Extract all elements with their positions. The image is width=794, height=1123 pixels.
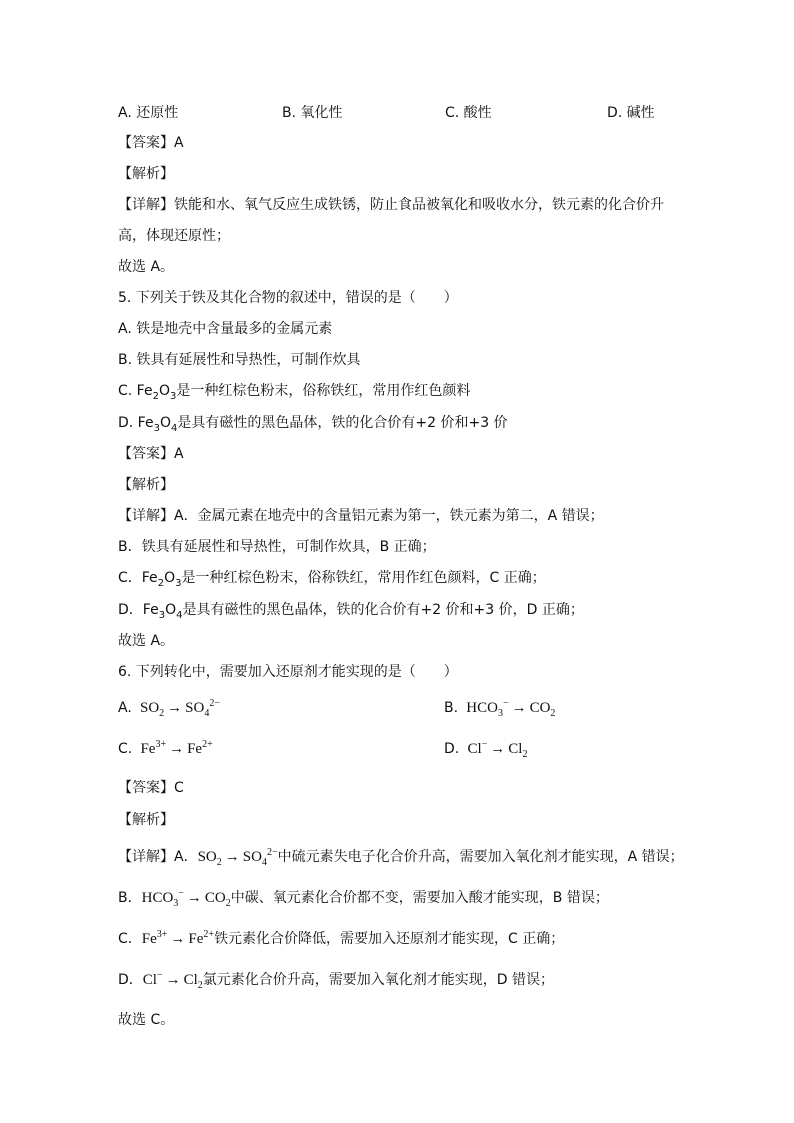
arrow-icon: → [490, 741, 506, 757]
option-label: C. [118, 741, 133, 757]
subscript: 2 [157, 577, 165, 589]
q4-analysis: 【解析】 [118, 166, 174, 182]
co-symbol: CO [204, 890, 226, 906]
subscript: 2 [159, 708, 165, 719]
detail-text: 是一种红棕色粉末，俗称铁红，常用作红色颜料，C 正确； [181, 570, 546, 586]
option-label: B. [444, 700, 459, 716]
fe-symbol: Fe [140, 741, 156, 757]
charge: 2+ [202, 739, 213, 750]
o-symbol: O [159, 415, 171, 431]
cl-symbol: Cl [467, 741, 482, 757]
q6-detail-d [118, 970, 554, 990]
charge: − [502, 698, 509, 709]
charge: − [481, 739, 488, 750]
so-symbol: SO [139, 700, 160, 716]
arrow-icon: → [170, 931, 186, 947]
subscript: 3 [158, 609, 166, 621]
q5-option-c [118, 381, 470, 401]
formula-so2-to-so4 [136, 698, 220, 719]
formula-so2-to-so4 [197, 847, 278, 868]
detail-prefix: C． [118, 931, 142, 947]
q6-option-b [444, 700, 555, 717]
q6-stem: 6. 下列转化中，需要加入还原剂才能实现的是（ ） [118, 664, 458, 680]
q6-detail-a [118, 847, 684, 867]
o-symbol: O [158, 383, 170, 399]
charge: 3+ [155, 739, 167, 750]
detail-prefix: B． [118, 890, 142, 906]
subscript: 4 [261, 857, 267, 868]
subscript: 3 [169, 390, 177, 402]
arrow-icon: → [167, 700, 183, 716]
fe-symbol: D. Fe [118, 415, 154, 431]
subscript: 2 [225, 898, 231, 909]
detail-text: 中硫元素失电子化合价升高，需要加入氧化剂才能实现，A 错误； [277, 849, 684, 865]
detail-prefix: 【详解】A． [118, 849, 198, 865]
detail-text: 氯元素化合价升高，需要加入氧化剂才能实现，D 错误； [202, 972, 555, 988]
hco-symbol: HCO [466, 700, 498, 716]
detail-text: 铁元素化合价降低，需要加入还原剂才能实现，C 正确； [214, 931, 565, 947]
q5-analysis: 【解析】 [118, 477, 174, 493]
co-symbol: CO [529, 700, 551, 716]
q6-answer: 【答案】C [118, 780, 184, 796]
q5-option-a: A. 铁是地壳中含量最多的金属元素 [118, 321, 333, 337]
subscript: 3 [173, 898, 179, 909]
q4-detail-line1: 【详解】铁能和水、氧气反应生成铁锈，防止食品被氧化和吸收水分，铁元素的化合价升 [118, 197, 664, 213]
formula-fe3-to-fe2 [137, 741, 213, 757]
q6-conclusion: 故选 C。 [118, 1012, 175, 1028]
charge: 2+ [203, 929, 215, 940]
so-symbol: SO [242, 849, 262, 865]
q6-options-row1 [118, 700, 678, 720]
detail-text: 中碳、氧元素化合价都不变，需要加入酸才能实现，B 错误； [230, 890, 609, 906]
q5-detail-b: B．铁具有延展性和导热性，可制作炊具，B 正确； [118, 539, 436, 555]
q6-detail-b [118, 888, 609, 908]
arrow-icon: → [165, 972, 181, 988]
subscript: 4 [204, 708, 210, 719]
subscript: 4 [171, 422, 178, 434]
arrow-icon: → [224, 849, 240, 865]
q4-answer: 【答案】A [118, 135, 184, 151]
formula-cl-to-cl2 [142, 970, 203, 991]
charge: 2− [266, 847, 278, 858]
formula-fe3-to-fe2 [142, 931, 214, 947]
formula-hco3-to-co2 [463, 698, 556, 719]
subscript: 2 [197, 980, 203, 991]
q5-stem: 5. 下列关于铁及其化合物的叙述中，错误的是（ ） [118, 290, 458, 306]
arrow-icon: → [186, 890, 202, 906]
q4-option-d: D. 碱性 [607, 105, 655, 121]
q4-option-b: B. 氧化性 [282, 105, 343, 121]
subscript: 3 [175, 577, 182, 589]
cl-symbol: Cl [142, 972, 157, 988]
option-label: A. [118, 700, 132, 716]
option-text: 是一种红棕色粉末，俗称铁红，常用作红色颜料 [176, 383, 471, 399]
fe-symbol: C．Fe [118, 570, 158, 586]
subscript: 2 [216, 857, 222, 868]
charge: − [156, 970, 163, 981]
fe-symbol: Fe [188, 931, 204, 947]
q6-option-a [118, 700, 220, 717]
q5-detail-d [118, 600, 584, 620]
cl-symbol: Cl [508, 741, 523, 757]
q6-option-c [118, 741, 213, 758]
charge: 3+ [156, 929, 168, 940]
fe-symbol: Fe [141, 931, 157, 947]
subscript: 2 [550, 708, 556, 719]
o-symbol: O [165, 602, 177, 618]
q4-option-c: C. 酸性 [445, 105, 492, 121]
fe-symbol: C. Fe [118, 383, 153, 399]
charge: − [178, 888, 184, 899]
detail-text: 是具有磁性的黑色晶体，铁的化合价有+2 价和+3 价，D 正确； [182, 602, 584, 618]
q4-option-a: A. 还原性 [118, 105, 179, 121]
q4-detail-line2: 高，体现还原性； [118, 228, 230, 244]
q6-analysis: 【解析】 [118, 812, 174, 828]
q5-option-d [118, 413, 508, 433]
hco-symbol: HCO [141, 890, 174, 906]
option-label: D. [444, 741, 460, 757]
q5-option-b: B. 铁具有延展性和导热性，可制作炊具 [118, 352, 361, 368]
subscript: 3 [153, 422, 160, 434]
q6-detail-c [118, 929, 564, 949]
q5-conclusion: 故选 A。 [118, 633, 175, 649]
cl-symbol: Cl [183, 972, 198, 988]
subscript: 2 [522, 749, 528, 760]
arrow-icon: → [169, 741, 185, 757]
q4-options [118, 102, 678, 122]
option-text: 是具有磁性的黑色晶体，铁的化合价有+2 价和+3 价 [177, 415, 508, 431]
subscript: 2 [152, 390, 159, 402]
q6-options-row2 [118, 741, 678, 761]
fe-symbol: D．Fe [118, 602, 159, 618]
formula-cl-to-cl2 [464, 739, 528, 760]
so-symbol: SO [185, 700, 205, 716]
subscript: 3 [497, 708, 503, 719]
charge: 2− [209, 698, 220, 709]
so-symbol: SO [197, 849, 217, 865]
detail-prefix: D． [118, 972, 143, 988]
o-symbol: O [164, 570, 176, 586]
q5-detail-a: 【详解】A．金属元素在地壳中的含量铝元素为第一，铁元素为第二，A 错误； [118, 508, 604, 524]
subscript: 4 [176, 609, 183, 621]
fe-symbol: Fe [187, 741, 203, 757]
q5-answer: 【答案】A [118, 446, 184, 462]
q4-conclusion: 故选 A。 [118, 259, 175, 275]
q5-detail-c [118, 568, 546, 588]
formula-hco3-to-co2 [141, 888, 231, 909]
q6-option-d [444, 741, 527, 758]
arrow-icon: → [511, 700, 527, 716]
